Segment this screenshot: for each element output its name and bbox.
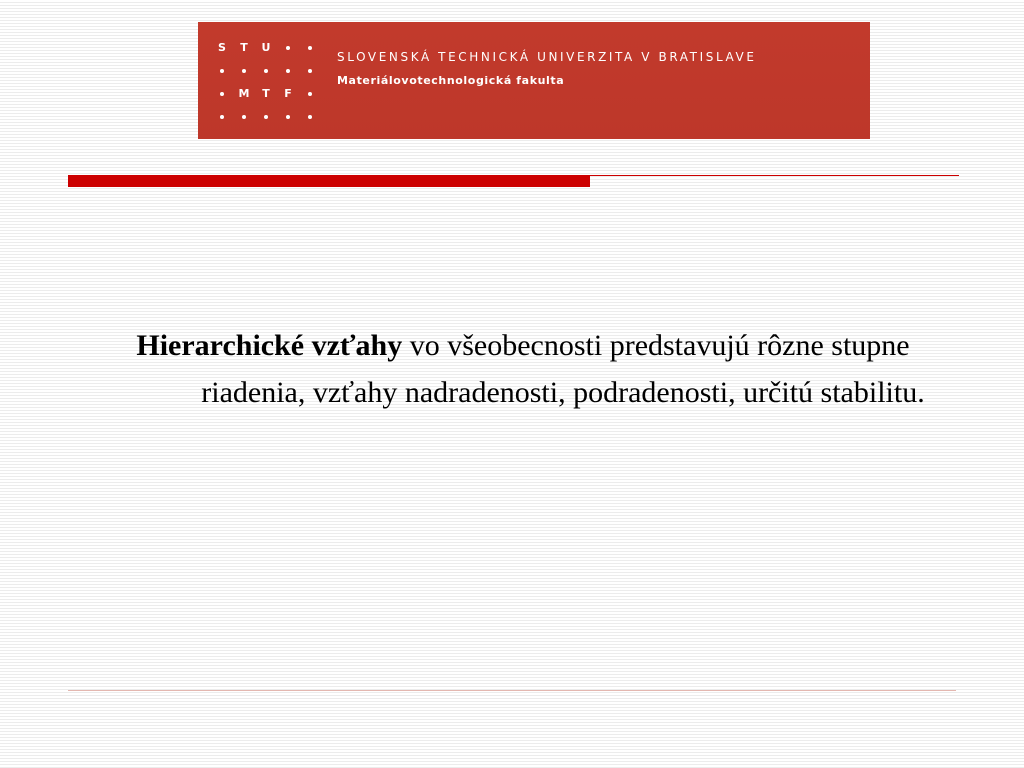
definition-paragraph xyxy=(108,322,938,416)
logo-dot xyxy=(220,92,224,96)
logo-dot xyxy=(308,46,312,50)
logo-dot xyxy=(308,92,312,96)
logo-dot xyxy=(242,115,246,119)
university-name: SLOVENSKÁ TECHNICKÁ UNIVERZITA V BRATISLAVE xyxy=(337,50,757,64)
header-rule-thick xyxy=(68,175,590,187)
university-banner xyxy=(198,22,870,139)
logo-dot xyxy=(286,69,290,73)
logo-dot xyxy=(220,115,224,119)
footer-rule xyxy=(68,690,956,691)
logo-dot xyxy=(220,69,224,73)
logo-dot xyxy=(308,115,312,119)
logo-letter-u: U xyxy=(261,41,271,54)
definition-term: Hierarchické vzťahy xyxy=(136,329,403,362)
logo-dot xyxy=(286,115,290,119)
logo-dot xyxy=(264,69,268,73)
slide-body xyxy=(108,322,938,416)
faculty-name: Materiálovotechnologická fakulta xyxy=(337,74,565,87)
logo-letter-f: F xyxy=(284,87,292,100)
logo-dot xyxy=(286,46,290,50)
logo-dot xyxy=(264,115,268,119)
definition-text: vo všeobecnosti predstavujú rôzne stupne riadenia, vzťahy nadradenosti, podradenosti, určitú stabilitu. xyxy=(201,329,925,409)
logo-dot xyxy=(308,69,312,73)
logo-letter-s: S xyxy=(218,41,226,54)
stu-mtf-logo xyxy=(212,38,322,128)
header-rule-thin xyxy=(590,175,959,176)
logo-letter-t: T xyxy=(240,41,248,54)
logo-dot xyxy=(242,69,246,73)
logo-letter-t2: T xyxy=(262,87,270,100)
logo-letter-m: M xyxy=(238,87,250,100)
